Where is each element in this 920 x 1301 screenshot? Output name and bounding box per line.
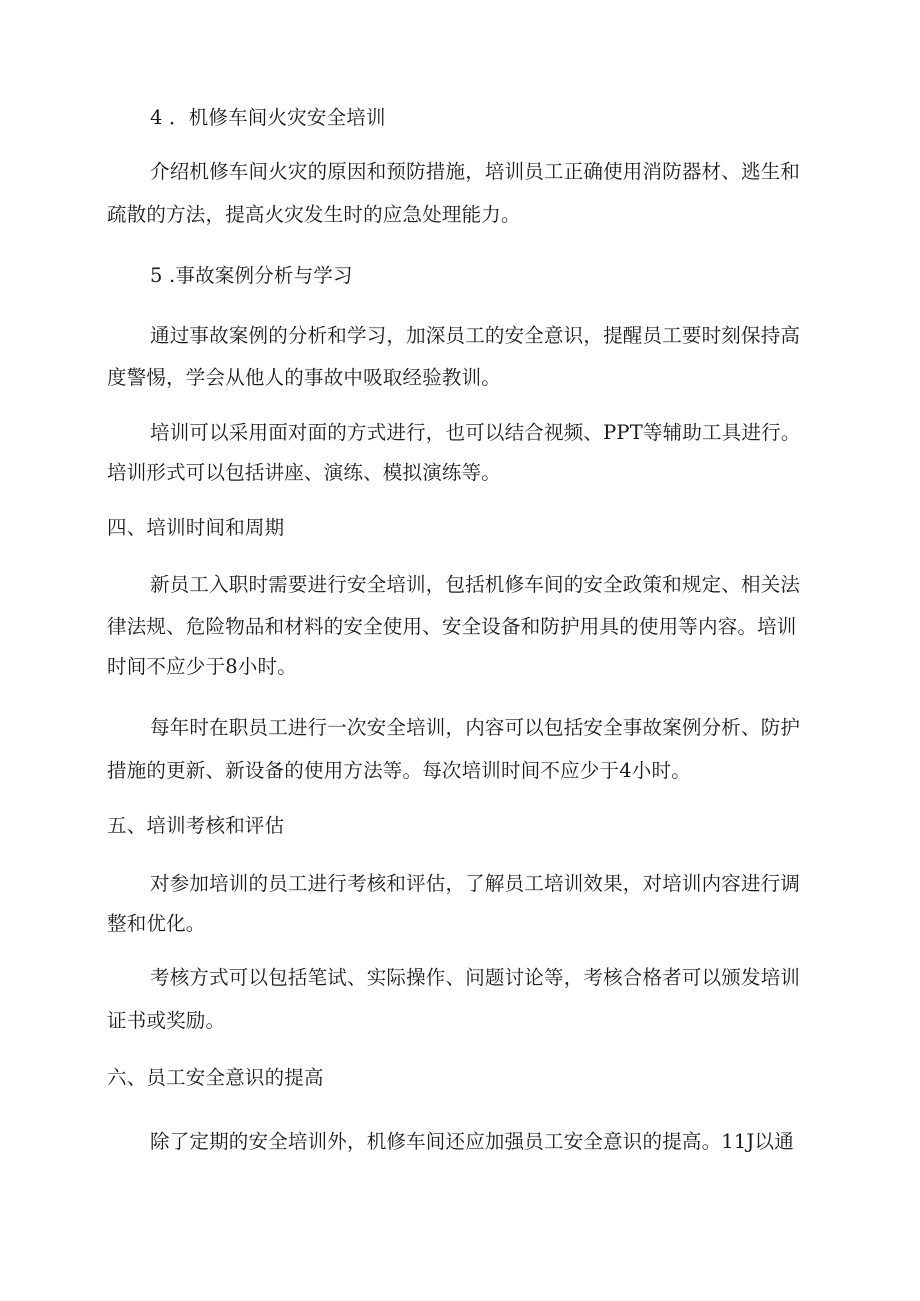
- paragraph-line: 培训形式可以包括讲座、演练、模拟演练等。: [107, 461, 502, 484]
- paragraph-line: 培训可以采用面对面的方式进行，也可以结合视频、PPT等辅助工具进行。: [150, 421, 801, 444]
- paragraph-line: 介绍机修车间火灾的原因和预防措施，培训员工正确使用消防器材、逃生和: [150, 160, 801, 183]
- paragraph-line: 除了定期的安全培训外，机修车间还应加强员工安全意识的提高。11J以通: [150, 1130, 794, 1153]
- paragraph-line: 措施的更新、新设备的使用方法等。每次培训时间不应少于4小时。: [107, 759, 691, 782]
- section-subheading-5: 5 .事故案例分析与学习: [150, 264, 353, 287]
- paragraph-line: 考核方式可以包括笔试、实际操作、问题讨论等，考核合格者可以颁发培训: [150, 966, 801, 989]
- paragraph-line: 通过事故案例的分析和学习，加深员工的安全意识，提醒员工要时刻保持高: [150, 324, 801, 347]
- paragraph-line: 新员工入职时需要进行安全培训，包括机修车间的安全政策和规定、相关法: [150, 573, 801, 596]
- section-subheading-4: 4 ．机修车间火灾安全培训: [150, 106, 386, 129]
- paragraph-line: 疏散的方法，提高火灾发生时的应急处理能力。: [107, 203, 521, 226]
- paragraph-line: 时间不应少于8小时。: [107, 655, 297, 678]
- paragraph-line: 对参加培训的员工进行考核和评估，了解员工培训效果，对培训内容进行调: [150, 872, 801, 895]
- section-heading-5: 五、培训考核和评估: [107, 814, 285, 837]
- section-heading-6: 六、员工安全意识的提高: [107, 1066, 324, 1089]
- paragraph-line: 整和优化。: [107, 912, 206, 935]
- paragraph-line: 证书或奖励。: [107, 1009, 226, 1032]
- paragraph-line: 每年时在职员工进行一次安全培训，内容可以包括安全事故案例分析、防护: [150, 716, 801, 739]
- section-heading-4: 四、培训时间和周期: [107, 516, 285, 539]
- paragraph-line: 律法规、危险物品和材料的安全使用、安全设备和防护用具的使用等内容。培训: [107, 615, 797, 638]
- paragraph-line: 度警惕，学会从他人的事故中吸取经验教训。: [107, 366, 502, 389]
